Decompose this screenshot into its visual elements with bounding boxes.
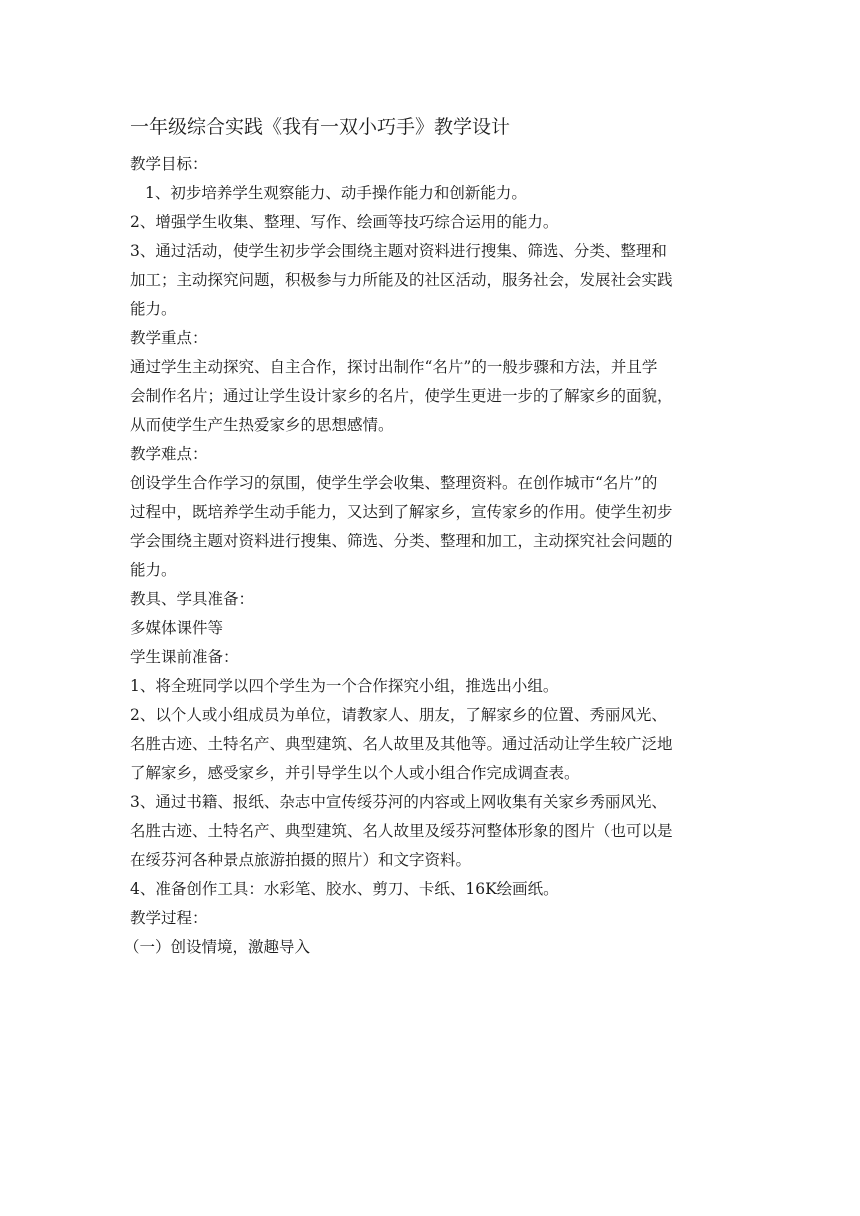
heading-teaching-focus: 教学重点： [130, 329, 208, 347]
preparation-item-2-line-2: 名胜古迹、土特名产、典型建筑、名人故里及其他等。通过活动让学生较广泛地 [130, 735, 673, 753]
process-step-1: （一）创设情境，激趣导入 [124, 938, 311, 956]
heading-teaching-objectives: 教学目标： [130, 155, 208, 173]
document-body [124, 112, 740, 962]
heading-student-preparation: 学生课前准备： [130, 648, 239, 666]
preparation-item-1: 1、将全班同学以四个学生为一个合作探究小组，推选出小组。 [130, 677, 559, 695]
objective-item-3-line-3: 能力。 [130, 300, 177, 318]
difficulty-paragraph-line-4: 能力。 [130, 561, 177, 579]
difficulty-paragraph-line-3: 学会围绕主题对资料进行搜集、筛选、分类、整理和加工，主动探究社会问题的 [130, 532, 673, 550]
heading-teaching-materials: 教具、学具准备： [130, 590, 255, 608]
preparation-item-3-line-3: 在绥芬河各种景点旅游拍摄的照片）和文字资料。 [130, 851, 472, 869]
heading-teaching-difficulty: 教学难点： [130, 445, 208, 463]
focus-paragraph-line-1: 通过学生主动探究、自主合作，探讨出制作“名片”的一般步骤和方法，并且学 [130, 358, 658, 376]
focus-paragraph-line-3: 从而使学生产生热爱家乡的思想感情。 [130, 416, 394, 434]
preparation-item-3-line-1: 3、通过书籍、报纸、杂志中宣传绥芬河的内容或上网收集有关家乡秀丽风光、 [130, 793, 667, 811]
focus-paragraph-line-2: 会制作名片；通过让学生设计家乡的名片，使学生更进一步的了解家乡的面貌， [130, 387, 673, 405]
preparation-item-2-line-1: 2、以个人或小组成员为单位，请教家人、朋友，了解家乡的位置、秀丽风光、 [130, 706, 667, 724]
preparation-item-4: 4、准备创作工具：水彩笔、胶水、剪刀、卡纸、16K绘画纸。 [130, 880, 559, 898]
document-title: 一年级综合实践《我有一双小巧手》教学设计 [130, 116, 511, 138]
objective-item-1: 1、初步培养学生观察能力、动手操作能力和创新能力。 [145, 184, 527, 202]
objective-item-2: 2、增强学生收集、整理、写作、绘画等技巧综合运用的能力。 [130, 213, 559, 231]
objective-item-3-line-2: 加工；主动探究问题，积极参与力所能及的社区活动，服务社会，发展社会实践 [130, 271, 673, 289]
materials-text: 多媒体课件等 [130, 619, 224, 637]
preparation-item-2-line-3: 了解家乡，感受家乡，并引导学生以个人或小组合作完成调查表。 [130, 764, 580, 782]
objective-item-3-line-1: 3、通过活动，使学生初步学会围绕主题对资料进行搜集、筛选、分类、整理和 [130, 242, 667, 260]
difficulty-paragraph-line-1: 创设学生合作学习的氛围，使学生学会收集、整理资料。在创作城市“名片”的 [130, 474, 658, 492]
difficulty-paragraph-line-2: 过程中，既培养学生动手能力，又达到了解家乡，宣传家乡的作用。使学生初步 [130, 503, 673, 521]
heading-teaching-process: 教学过程： [130, 909, 208, 927]
preparation-item-3-line-2: 名胜古迹、土特名产、典型建筑、名人故里及绥芬河整体形象的图片（也可以是 [130, 822, 673, 840]
